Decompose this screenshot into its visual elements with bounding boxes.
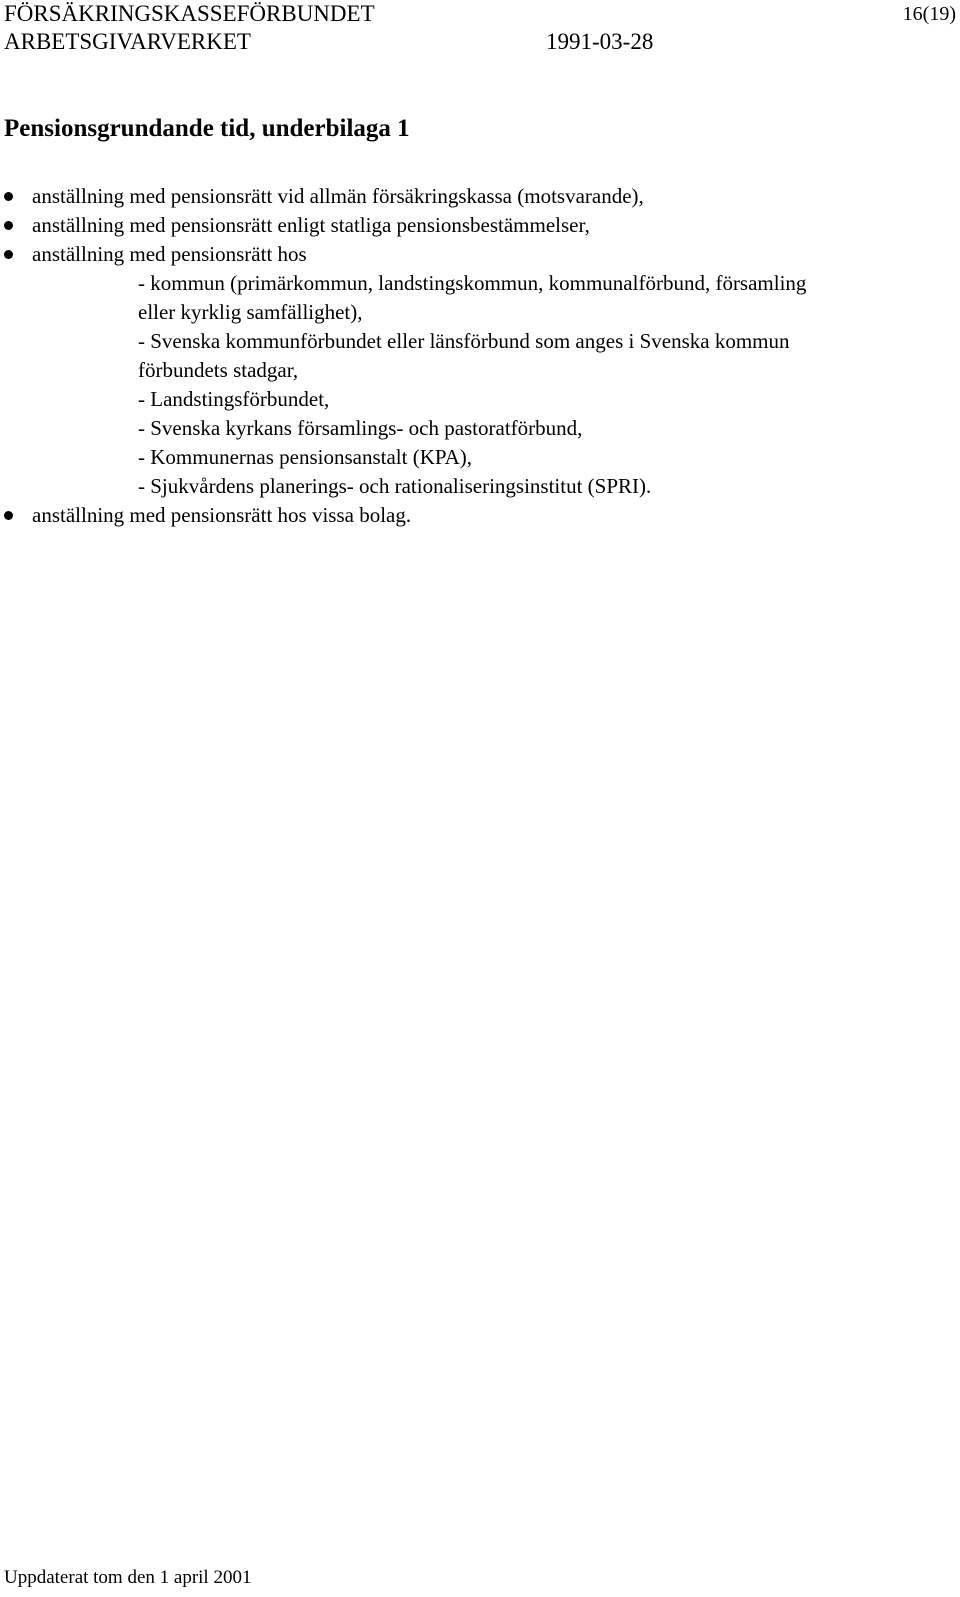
list-item bbox=[0, 501, 952, 530]
bullet-icon bbox=[4, 250, 13, 259]
page-number: 16(19) bbox=[902, 3, 956, 25]
document-body bbox=[0, 182, 952, 530]
list-item bbox=[0, 182, 952, 211]
organization-secondary: ARBETSGIVARVERKET bbox=[4, 29, 251, 54]
sub-list-item: - kommun (primärkommun, landstingskommun, kommunalförbund, församling bbox=[138, 271, 807, 295]
page-header bbox=[4, 0, 956, 56]
sub-list-item: - Svenska kyrkans församlings- och pastoratförbund, bbox=[138, 416, 583, 440]
bullet-icon bbox=[4, 511, 13, 520]
list-item bbox=[0, 211, 952, 240]
list-item-text: anställning med pensionsrätt enligt statliga pensionsbestämmelser, bbox=[32, 213, 590, 237]
sub-list-item: - Kommunernas pensionsanstalt (KPA), bbox=[138, 445, 473, 469]
page-footer: Uppdaterat tom den 1 april 2001 bbox=[4, 1567, 252, 1588]
header-row-top bbox=[4, 0, 956, 28]
sub-list-item: förbundets stadgar, bbox=[138, 358, 299, 382]
sub-list-item: - Svenska kommunförbundet eller länsförbund som anges i Svenska kommun bbox=[138, 329, 790, 353]
bullet-icon bbox=[4, 192, 13, 201]
sub-list-item: - Landstingsförbundet, bbox=[138, 387, 330, 411]
list-item-text: anställning med pensionsrätt hos vissa bolag. bbox=[32, 503, 412, 527]
sub-list-item: - Sjukvårdens planerings- och rationaliseringsinstitut (SPRI). bbox=[138, 474, 652, 498]
bullet-icon bbox=[4, 221, 13, 230]
list-item-text: anställning med pensionsrätt vid allmän försäkringskassa (motsvarande), bbox=[32, 184, 644, 208]
list-item-text: anställning med pensionsrätt hos bbox=[32, 242, 307, 266]
sub-list-item: eller kyrklig samfällighet), bbox=[138, 300, 363, 324]
organization-primary: FÖRSÄKRINGSKASSEFÖRBUNDET bbox=[4, 1, 375, 26]
document-date: 1991-03-28 bbox=[546, 29, 654, 54]
list-item bbox=[0, 240, 952, 269]
document-title: Pensionsgrundande tid, underbilaga 1 bbox=[4, 115, 410, 142]
header-row-bottom bbox=[4, 28, 956, 56]
